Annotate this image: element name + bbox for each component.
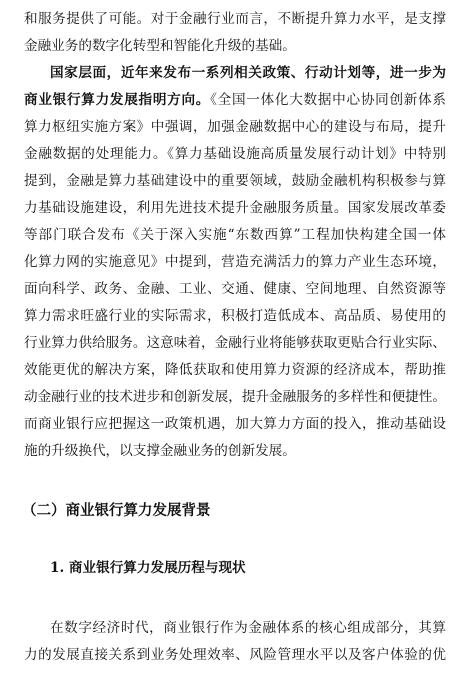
body-text-line: 和服务提供了可能。对于金融行业而言，不断提升算力水平，是支撑 [24,11,446,27]
body-text-line: 金融业务的数字化转型和智能化升级的基础。 [24,38,296,54]
body-text-line: 在数字经济时代，商业银行作为金融体系的核心组成部分，其算 [50,620,446,636]
body-text-line: 化算力网的实施意见》中提到，营造充满活力的算力产业生态环境， [24,254,446,270]
body-text-line: 金融数据的处理能力。《算力基础设施高质量发展行动计划》中特别 [24,146,446,162]
body-text-line: 力基础设施建设，利用先进技术提升金融服务质量。国家发展改革委 [24,200,446,216]
sub-heading: 1. 商业银行算力发展历程与现状 [50,560,246,576]
body-text-line: 效能更优的解决方案，降低获取和使用算力资源的经济成本，帮助推 [24,362,446,378]
body-text-line: 行业算力供给服务。这意味着，金融行业将能够获取更贴合行业实际、 [24,335,446,351]
body-text-line: 而商业银行应把握这一政策机遇，加大算力方面的投入，推动基础设 [24,416,446,432]
section-heading: （二）商业银行算力发展背景 [22,503,211,519]
body-text-line: 力的发展直接关系到业务处理效率、风险管理水平以及客户体验的优 [24,647,446,663]
body-text-line: 算力枢纽实施方案》中强调，加强金融数据中心的建设与布局，提升 [24,119,446,135]
body-text-line: 提到，金融是算力基础建设中的重要领域，鼓励金融机构积极参与算 [24,173,446,189]
body-text-segment: 《全国一体化大数据中心协同创新体系 [210,92,446,108]
body-text-line: 动金融行业的技术进步和创新发展，提升金融服务的多样性和便捷性。 [24,389,446,405]
body-text-line: 算力需求旺盛行业的实际需求，积极打造低成本、高品质、易使用的 [24,308,446,324]
body-text-line: 施的升级换代，以支撑金融业务的创新发展。 [24,443,296,459]
mixed-line [0,87,456,114]
body-text-line: 等部门联合发布《关于深入实施“东数西算”工程加快构建全国一体 [24,227,446,243]
bold-lead-line: 国家层面，近年来发布一系列相关政策、行动计划等，进一步为 [50,65,446,81]
bold-lead-end: 商业银行算力发展指明方向。 [24,92,211,108]
body-text-line: 面向科学、政务、金融、工业、交通、健康、空间地理、自然资源等 [24,281,446,297]
